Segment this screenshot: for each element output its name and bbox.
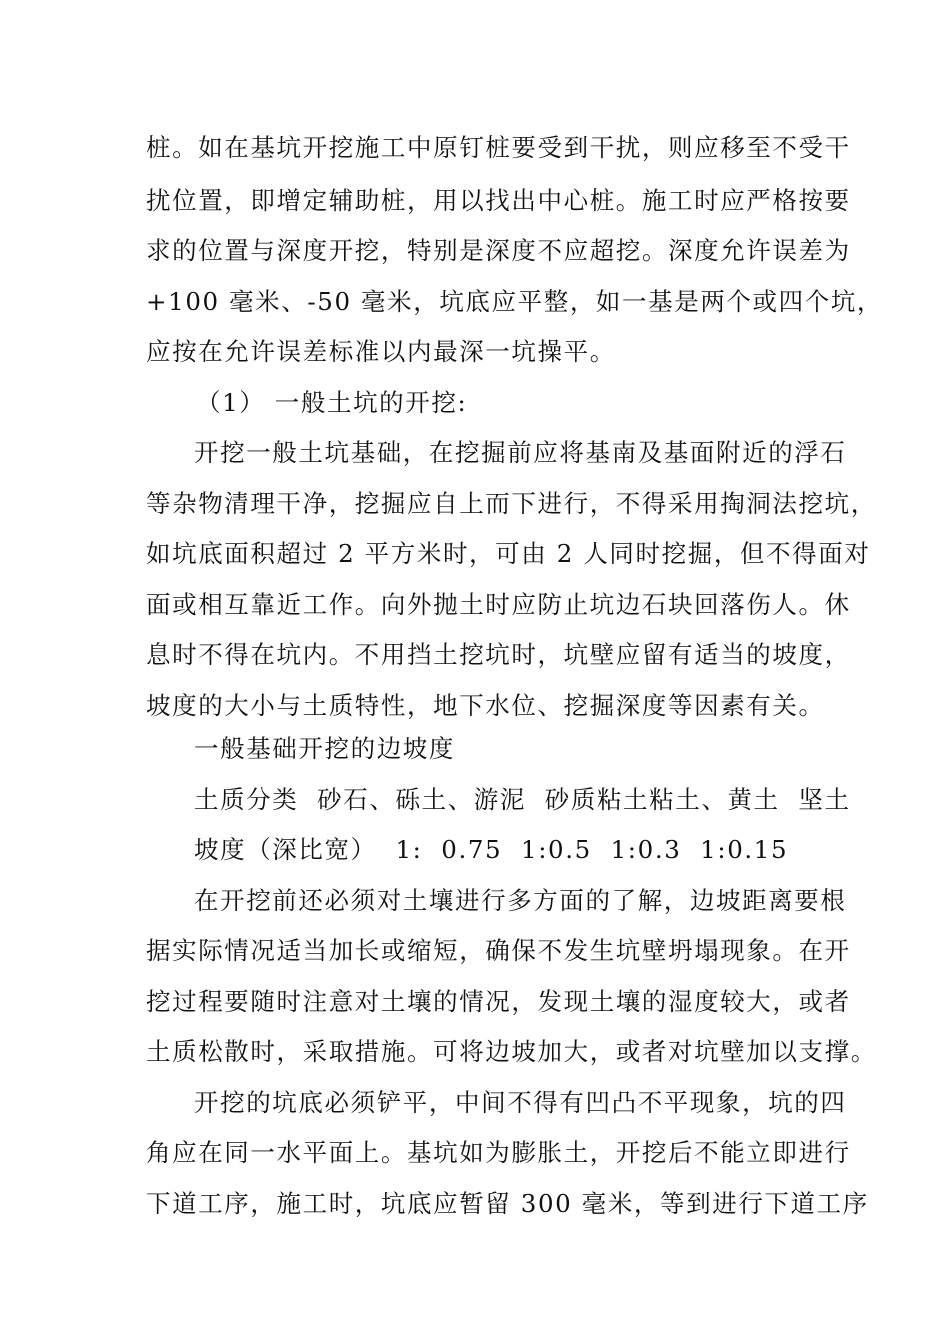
text-line: 下道工序，施工时，坑底应暂留 300 毫米，等到进行下道工序: [146, 1189, 869, 1218]
text-line: 应按在允许误差标准以内最深一坑操平。: [146, 337, 616, 366]
text-line: 角应在同一水平面上。基坑如为膨胀土，开挖后不能立即进行: [146, 1138, 851, 1167]
text-line: 等杂物清理干净，挖掘应自上而下进行，不得采用掏洞法挖坑，: [146, 489, 877, 518]
text-line: 在开挖前还必须对土壤进行多方面的了解，边坡距离要根: [194, 886, 847, 915]
slope-table-value-row: 坡度（深比宽） 1: 0.75 1:0.5 1:0.3 1:0.15: [194, 835, 789, 864]
text-line: 扰位置，即增定辅助桩，用以找出中心桩。施工时应严格按要: [146, 186, 851, 215]
table-caption: 一般基础开挖的边坡度: [194, 734, 455, 763]
text-line: 据实际情况适当加长或缩短，确保不发生坑壁坍塌现象。在开: [146, 936, 851, 965]
section-heading: （1） 一般土坑的开挖:: [196, 388, 468, 417]
text-line: +100 毫米、-50 毫米，坑底应平整，如一基是两个或四个坑，: [146, 287, 884, 316]
text-line: 求的位置与深度开挖，特别是深度不应超挖。深度允许误差为: [146, 236, 851, 265]
text-line: 土质松散时，采取措施。可将边坡加大，或者对坑壁加以支撑。: [146, 1037, 877, 1066]
text-line: 面或相互靠近工作。向外抛土时应防止坑边石块回落伤人。休: [146, 590, 851, 619]
slope-table-header-row: 土质分类 砂石、砾土、游泥 砂质粘土粘土、黄土 坚土: [194, 785, 851, 814]
text-line: 挖过程要随时注意对土壤的情况，发现土壤的湿度较大，或者: [146, 987, 851, 1016]
text-line: 坡度的大小与土质特性，地下水位、挖掘深度等因素有关。: [146, 691, 825, 720]
text-line: 如坑底面积超过 2 平方米时，可由 2 人同时挖掘，但不得面对: [146, 539, 871, 568]
text-line: 开挖的坑底必须铲平，中间不得有凹凸不平现象，坑的四: [194, 1088, 847, 1117]
text-line: 桩。如在基坑开挖施工中原钉桩要受到干扰，则应移至不受干: [146, 133, 851, 162]
text-line: 开挖一般土坑基础，在挖掘前应将基南及基面附近的浮石: [194, 438, 847, 467]
text-line: 息时不得在坑内。不用挡土挖坑时，坑壁应留有适当的坡度，: [146, 640, 851, 669]
